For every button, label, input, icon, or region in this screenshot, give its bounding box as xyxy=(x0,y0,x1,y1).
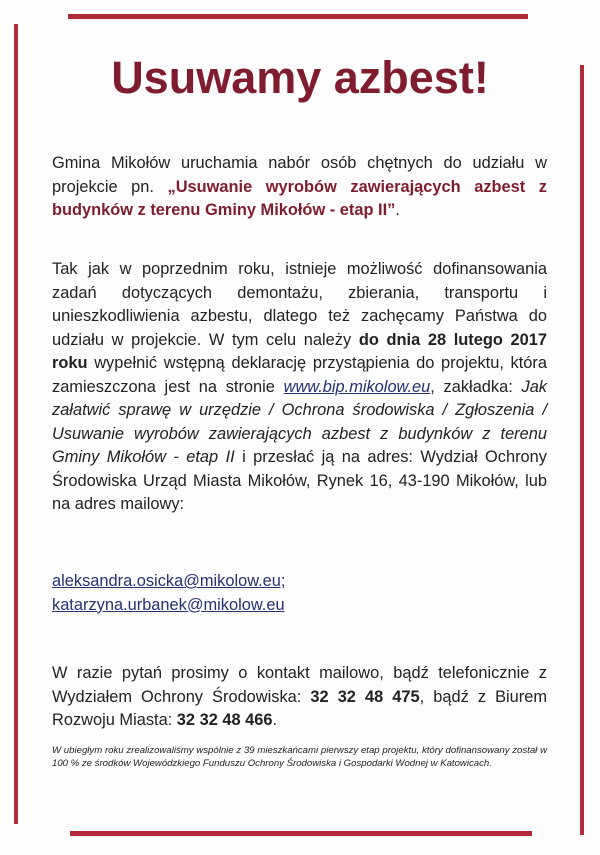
deadline: do dnia 28 lutego 2017 roku xyxy=(52,330,547,372)
website-link[interactable]: www.bip.mikolow.eu xyxy=(283,377,431,396)
inquiry-section xyxy=(52,662,547,733)
project-name: „Usuwanie wyrobów zawierających azbest z budynków z terenu Gminy Mikołów - etap II” xyxy=(52,177,547,219)
email-list xyxy=(52,570,547,617)
body-paragraph xyxy=(52,258,547,517)
left-border-line xyxy=(14,24,18,824)
intro-paragraph xyxy=(52,152,547,223)
inquiry-part2: , bądź z Biurem Rozwoju Miasta: xyxy=(52,687,548,729)
footnote: W ubiegłym roku zrealizowaliśmy wspólnie z 39 mieszkańcami pierwszy etap projektu, który dofinansowany został w 100 % ze środków Wojewódzkiego Funduszu Ochrony Środowiska i Gospodarki Wodnej w Katowicach. xyxy=(52,745,547,769)
body-part1: Tak jak w poprzednim roku, istnieje możliwość dofinansowania zadań dotyczących demontażu, zbierania, transportu i unieszkodliwienia azbestu, dlatego też zachęcamy Państwa do udziału w projekcie. W tym celu należy xyxy=(52,260,547,349)
body-part2: wypełnić wstępną deklarację przystąpienia do projektu, która zamieszczona jest na stronie xyxy=(52,354,547,396)
tab-path: Jak załatwić sprawę w urzędzie / Ochrona środowiska / Zgłoszenia / Usuwanie wyrobów zawierających azbest z budynków z terenu Gminy Mikołów - etap II xyxy=(52,377,548,466)
right-border-line xyxy=(580,65,584,835)
intro-section xyxy=(52,152,547,223)
inquiry-paragraph xyxy=(52,662,547,733)
footnote-section xyxy=(52,744,547,770)
body-part3: , zakładka: xyxy=(430,377,522,396)
phone-development-office: 32 32 48 466 xyxy=(176,711,273,729)
page-title: Usuwamy azbest! xyxy=(111,52,489,103)
inquiry-end: . xyxy=(272,711,278,729)
bottom-border-line xyxy=(70,831,532,836)
body-section xyxy=(52,258,547,517)
top-border-line xyxy=(68,14,528,19)
email-link-osicka[interactable]: aleksandra.osicka@mikolow.eu; xyxy=(52,572,286,590)
email-link-urbanek[interactable]: katarzyna.urbanek@mikolow.eu xyxy=(52,595,285,614)
intro-lead: Gmina Mikołów uruchamia nabór osób chętnych do udziału w projekcie pn. xyxy=(52,154,547,196)
intro-end: . xyxy=(395,201,400,219)
phone-environment-dept: 32 32 48 475 xyxy=(310,687,420,706)
inquiry-part1: W razie pytań prosimy o kontakt mailowo, bądź telefonicznie z Wydziałem Ochrony Środowiska: xyxy=(52,664,547,706)
body-part4: i przesłać ją na adres: Wydział Ochrony Środowiska Urząd Miasta Mikołów, Rynek 16, 43-190 Mikołów, lub na adres mailowy: xyxy=(52,448,547,513)
